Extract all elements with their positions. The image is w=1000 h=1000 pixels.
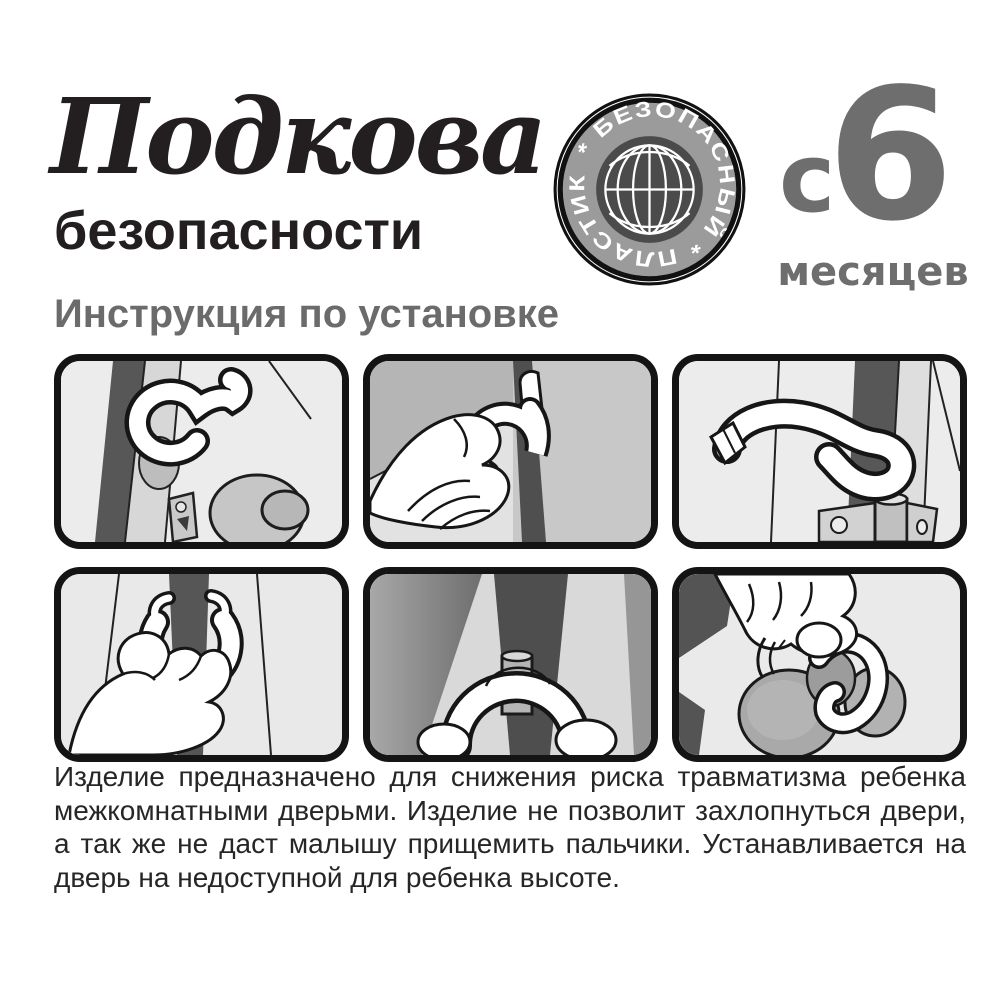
step-2-panel — [363, 354, 658, 549]
badge-ring-text: * БЕЗОПАСНЫЙ * ПЛАСТИК — [564, 95, 741, 273]
step-6-panel — [672, 567, 967, 762]
installation-steps — [54, 354, 967, 762]
step-1-panel — [54, 354, 349, 549]
step-6-illustration — [679, 574, 960, 755]
age-number: 6 — [827, 49, 954, 261]
step-1-illustration — [61, 361, 342, 542]
step-4-illustration — [61, 574, 342, 755]
step-3-panel — [672, 354, 967, 549]
step-3-illustration — [679, 361, 960, 542]
product-title: Подкова — [50, 75, 545, 198]
section-heading: Инструкция по установке — [54, 292, 560, 336]
age-prefix: с — [779, 124, 836, 234]
product-subtitle: безопасности — [54, 201, 424, 261]
safe-plastic-badge — [552, 92, 747, 287]
product-description: Изделие предназначено для снижения риска травматизма ребенка межкомнатными дверьми. Изделие не позволит захлопнуться двери, а так же не даст малышу прищемить пальчики. Устанавливается на дверь на недоступной для ребенка высоте. — [54, 761, 966, 893]
step-2-illustration — [370, 361, 651, 542]
step-5-panel — [363, 567, 658, 762]
age-unit: месяцев — [777, 249, 969, 295]
age-mark — [765, 49, 980, 295]
globe-icon — [605, 145, 693, 233]
step-5-illustration — [370, 574, 651, 755]
step-4-panel — [54, 567, 349, 762]
